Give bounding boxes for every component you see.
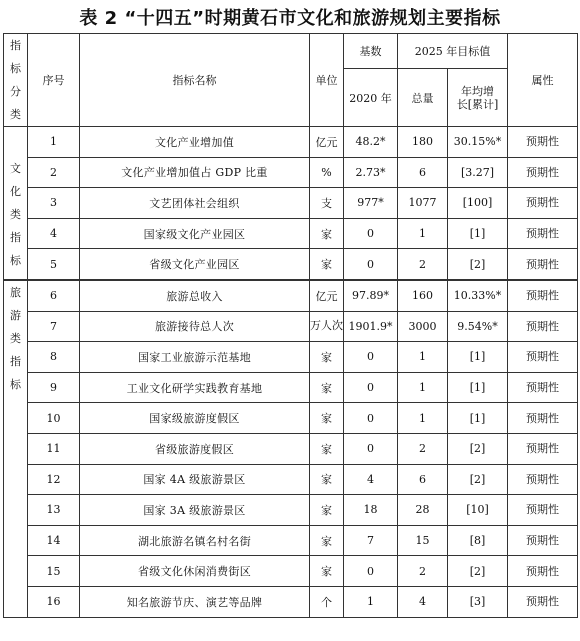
header-base-year: 2020 年	[344, 69, 398, 127]
table-row	[4, 495, 578, 526]
indicator-name: 国家级文化产业园区	[80, 218, 310, 249]
attribute-cell: 预期性	[508, 127, 578, 158]
target-growth: [3]	[448, 586, 508, 617]
table-row	[4, 342, 578, 373]
table-row	[4, 188, 578, 219]
target-growth: [1]	[448, 403, 508, 434]
attribute-cell: 预期性	[508, 249, 578, 280]
row-index: 8	[28, 342, 80, 373]
header-base: 基数	[344, 34, 398, 69]
target-total: 1	[398, 342, 448, 373]
target-growth: [2]	[448, 249, 508, 280]
row-index: 10	[28, 403, 80, 434]
base-value: 977*	[344, 188, 398, 219]
target-growth: [1]	[448, 372, 508, 403]
target-growth: [2]	[448, 556, 508, 587]
unit-cell: %	[310, 157, 344, 188]
row-index: 3	[28, 188, 80, 219]
base-value: 0	[344, 403, 398, 434]
attribute-cell: 预期性	[508, 495, 578, 526]
unit-cell: 家	[310, 495, 344, 526]
row-index: 15	[28, 556, 80, 587]
base-value: 0	[344, 249, 398, 280]
target-growth: [8]	[448, 525, 508, 556]
base-value: 0	[344, 218, 398, 249]
indicator-name: 旅游总收入	[80, 280, 310, 311]
indicator-name: 知名旅游节庆、演艺等品牌	[80, 586, 310, 617]
category-culture: 文化类指标	[4, 127, 28, 280]
unit-cell: 家	[310, 556, 344, 587]
attribute-cell: 预期性	[508, 403, 578, 434]
header-index: 序号	[28, 34, 80, 127]
table-row	[4, 525, 578, 556]
indicator-name: 国家工业旅游示范基地	[80, 342, 310, 373]
target-growth: [3.27]	[448, 157, 508, 188]
table-row	[4, 311, 578, 342]
table-row	[4, 372, 578, 403]
table-row	[4, 127, 578, 158]
indicator-name: 省级文化产业园区	[80, 249, 310, 280]
header-attribute: 属性	[508, 34, 578, 127]
unit-cell: 家	[310, 342, 344, 373]
row-index: 11	[28, 433, 80, 464]
indicator-name: 省级旅游度假区	[80, 433, 310, 464]
row-index: 5	[28, 249, 80, 280]
base-value: 1901.9*	[344, 311, 398, 342]
target-total: 160	[398, 280, 448, 311]
target-total: 4	[398, 586, 448, 617]
unit-cell: 家	[310, 372, 344, 403]
header-name: 指标名称	[80, 34, 310, 127]
attribute-cell: 预期性	[508, 218, 578, 249]
indicators-table	[3, 33, 578, 618]
row-index: 4	[28, 218, 80, 249]
unit-cell: 亿元	[310, 280, 344, 311]
indicator-name: 文化产业增加值占 GDP 比重	[80, 157, 310, 188]
indicator-name: 文艺团体社会组织	[80, 188, 310, 219]
base-value: 1	[344, 586, 398, 617]
table-row	[4, 249, 578, 280]
row-index: 1	[28, 127, 80, 158]
unit-cell: 亿元	[310, 127, 344, 158]
row-index: 7	[28, 311, 80, 342]
header-total: 总量	[398, 69, 448, 127]
target-total: 3000	[398, 311, 448, 342]
indicator-name: 国家 4A 级旅游景区	[80, 464, 310, 495]
unit-cell: 家	[310, 249, 344, 280]
attribute-cell: 预期性	[508, 372, 578, 403]
attribute-cell: 预期性	[508, 433, 578, 464]
row-index: 13	[28, 495, 80, 526]
indicator-name: 文化产业增加值	[80, 127, 310, 158]
attribute-cell: 预期性	[508, 280, 578, 311]
table-row	[4, 403, 578, 434]
header-target: 2025 年目标值	[398, 34, 508, 69]
indicator-name: 省级文化休闲消费街区	[80, 556, 310, 587]
table-row	[4, 586, 578, 617]
target-growth: [100]	[448, 188, 508, 219]
target-growth: 10.33%*	[448, 280, 508, 311]
attribute-cell: 预期性	[508, 188, 578, 219]
indicator-name: 国家 3A 级旅游景区	[80, 495, 310, 526]
base-value: 2.73*	[344, 157, 398, 188]
base-value: 0	[344, 433, 398, 464]
header-unit: 单位	[310, 34, 344, 127]
target-growth: [1]	[448, 342, 508, 373]
target-growth: [2]	[448, 464, 508, 495]
row-index: 12	[28, 464, 80, 495]
target-total: 2	[398, 433, 448, 464]
unit-cell: 万人次	[310, 311, 344, 342]
target-total: 6	[398, 157, 448, 188]
attribute-cell: 预期性	[508, 311, 578, 342]
unit-cell: 家	[310, 433, 344, 464]
target-growth: [2]	[448, 433, 508, 464]
indicator-name: 国家级旅游度假区	[80, 403, 310, 434]
row-index: 16	[28, 586, 80, 617]
unit-cell: 家	[310, 525, 344, 556]
target-growth: [10]	[448, 495, 508, 526]
row-index: 9	[28, 372, 80, 403]
row-index: 6	[28, 280, 80, 311]
unit-cell: 家	[310, 403, 344, 434]
target-total: 1	[398, 403, 448, 434]
indicator-name: 旅游接待总人次	[80, 311, 310, 342]
target-total: 1077	[398, 188, 448, 219]
indicator-name: 工业文化研学实践教育基地	[80, 372, 310, 403]
base-value: 0	[344, 556, 398, 587]
base-value: 18	[344, 495, 398, 526]
attribute-cell: 预期性	[508, 464, 578, 495]
target-total: 1	[398, 372, 448, 403]
attribute-cell: 预期性	[508, 525, 578, 556]
attribute-cell: 预期性	[508, 157, 578, 188]
table-row	[4, 464, 578, 495]
row-index: 2	[28, 157, 80, 188]
unit-cell: 个	[310, 586, 344, 617]
unit-cell: 家	[310, 218, 344, 249]
attribute-cell: 预期性	[508, 556, 578, 587]
base-value: 48.2*	[344, 127, 398, 158]
target-total: 28	[398, 495, 448, 526]
unit-cell: 家	[310, 464, 344, 495]
indicator-name: 湖北旅游名镇名村名街	[80, 525, 310, 556]
table-row	[4, 280, 578, 311]
table-row	[4, 157, 578, 188]
table-row	[4, 556, 578, 587]
table-title: 表 2 “十四五”时期黄石市文化和旅游规划主要指标	[79, 8, 501, 29]
target-total: 6	[398, 464, 448, 495]
target-growth: 9.54%*	[448, 311, 508, 342]
attribute-cell: 预期性	[508, 342, 578, 373]
target-total: 180	[398, 127, 448, 158]
target-growth: [1]	[448, 218, 508, 249]
target-total: 1	[398, 218, 448, 249]
base-value: 4	[344, 464, 398, 495]
category-tourism: 旅游类指标	[4, 280, 28, 617]
row-index: 14	[28, 525, 80, 556]
target-total: 15	[398, 525, 448, 556]
header-category: 指标分类	[4, 34, 28, 127]
base-value: 0	[344, 372, 398, 403]
target-growth: 30.15%*	[448, 127, 508, 158]
unit-cell: 支	[310, 188, 344, 219]
table-row	[4, 218, 578, 249]
attribute-cell: 预期性	[508, 586, 578, 617]
target-total: 2	[398, 556, 448, 587]
base-value: 7	[344, 525, 398, 556]
table-row	[4, 433, 578, 464]
target-total: 2	[398, 249, 448, 280]
base-value: 0	[344, 342, 398, 373]
header-growth: 年均增长[累计]	[448, 69, 508, 127]
base-value: 97.89*	[344, 280, 398, 311]
